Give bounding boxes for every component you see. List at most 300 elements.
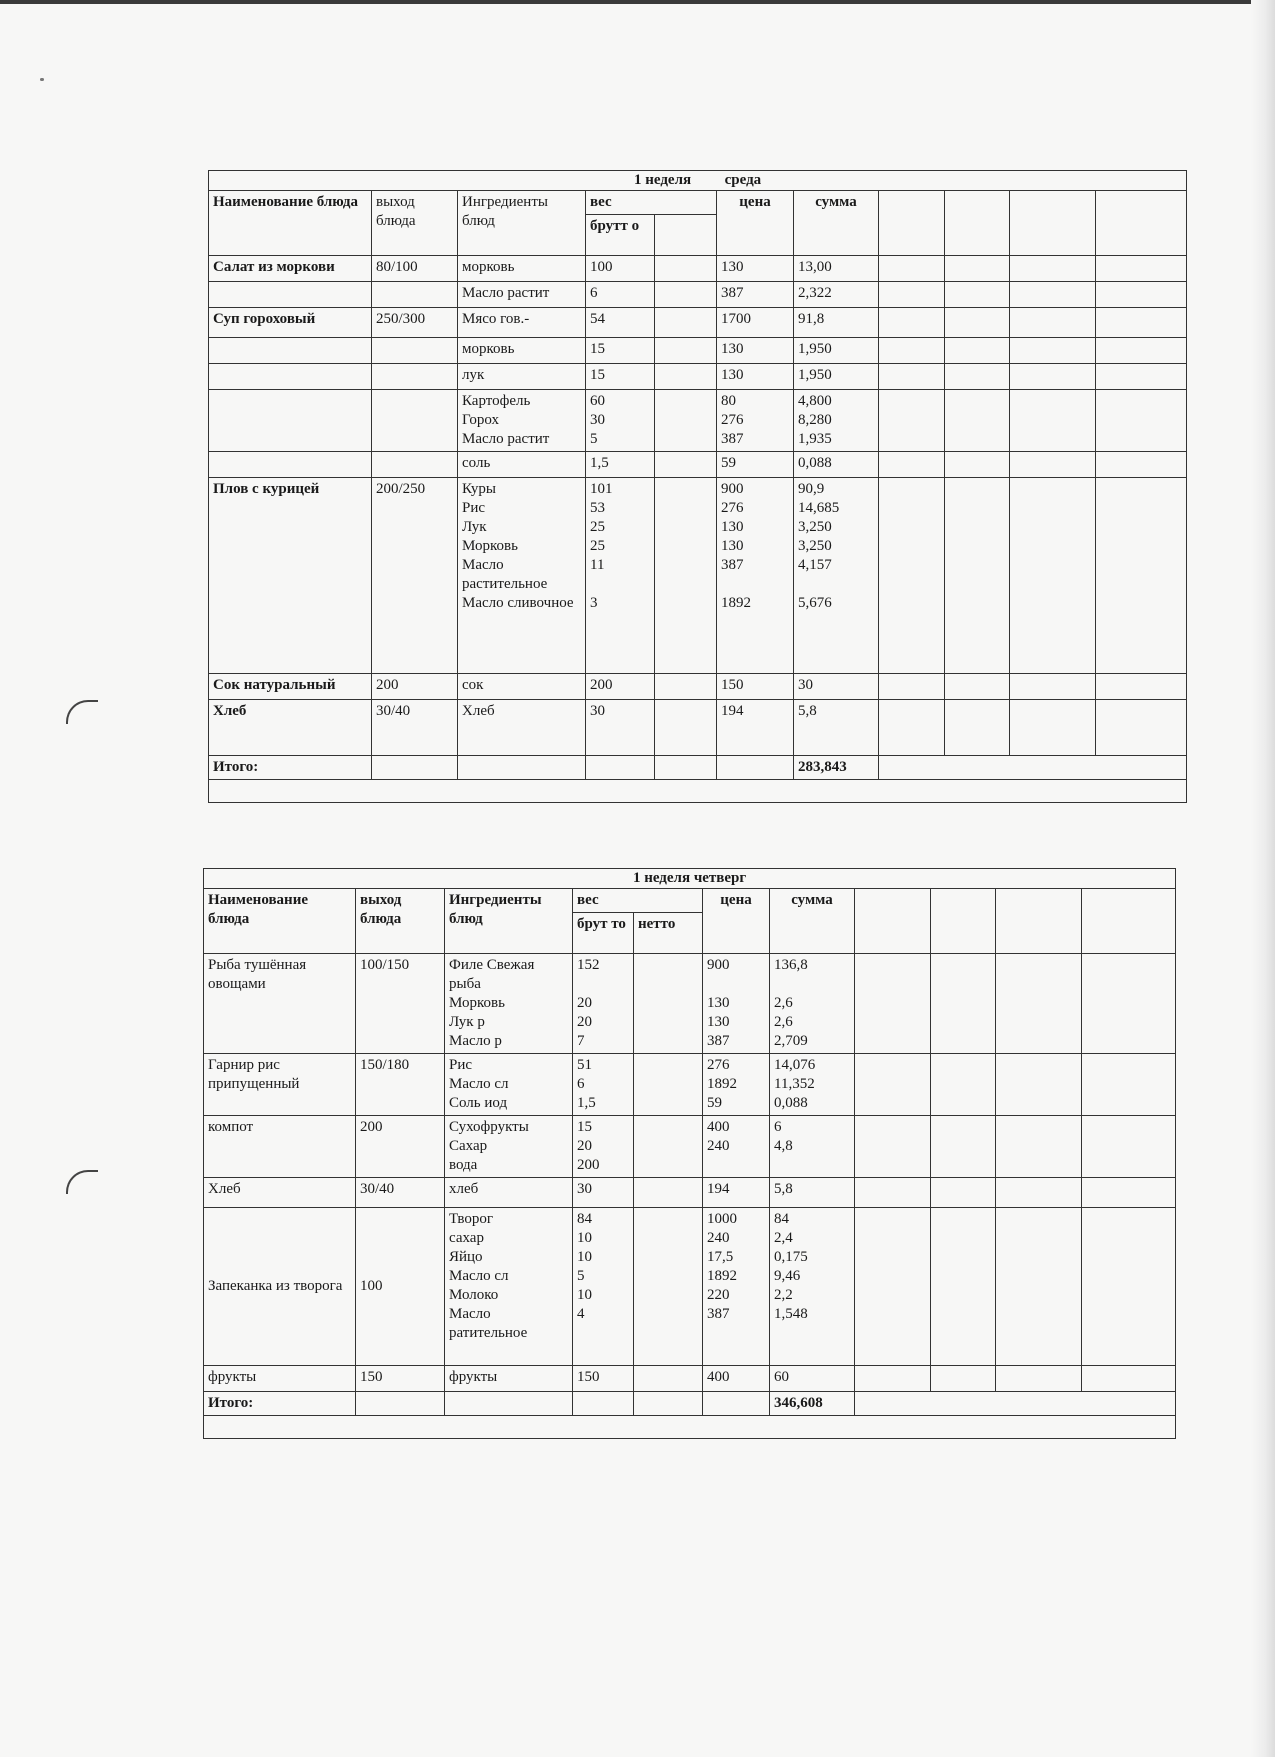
table-row — [209, 338, 1187, 364]
gross-weight-line: 6 — [590, 285, 598, 301]
gross-weight — [573, 1116, 634, 1178]
price-line: 130 — [721, 367, 744, 383]
price-line: 240 — [707, 1230, 730, 1246]
sum — [794, 256, 879, 282]
empty-cell — [879, 282, 945, 308]
dish-yield: 200 — [356, 1116, 445, 1178]
empty-cell — [1082, 1208, 1176, 1366]
ingredient-line: морковь — [462, 341, 515, 357]
price-line: 1000 — [707, 1211, 737, 1227]
empty-cell — [945, 452, 1010, 478]
empty-cell — [1096, 390, 1187, 452]
empty-cell — [1082, 1116, 1176, 1178]
gross-weight — [586, 390, 655, 452]
price-line: 387 — [707, 1033, 730, 1049]
empty-cell — [372, 756, 458, 780]
sum-line: 30 — [798, 677, 813, 693]
price-line: 240 — [707, 1138, 730, 1154]
ingredient-line: Соль иод — [449, 1095, 508, 1111]
empty-row — [209, 780, 1187, 803]
gross-weight-line: 152 — [577, 957, 600, 973]
empty-cell — [996, 954, 1082, 1054]
price-line: 400 — [707, 1119, 730, 1135]
sum-line: 136,8 — [774, 957, 808, 973]
empty-cell — [634, 1054, 703, 1116]
sum-line: 2,6 — [774, 1014, 793, 1030]
sum-line: 91,8 — [798, 311, 825, 327]
ingredient-line: фрукты — [449, 1369, 498, 1385]
sum-line: 14,076 — [774, 1057, 816, 1073]
empty-cell — [879, 256, 945, 282]
sum-line: 2,709 — [774, 1033, 808, 1049]
gross-weight-line: 54 — [590, 311, 605, 327]
price — [703, 1116, 770, 1178]
title-day: среда — [724, 172, 762, 188]
ingredient-line: лук — [462, 367, 485, 383]
empty-cell — [703, 1392, 770, 1416]
empty-cell — [1082, 1054, 1176, 1116]
empty-cell — [879, 191, 945, 256]
gross-weight — [586, 338, 655, 364]
price — [717, 364, 794, 390]
price-line — [721, 575, 789, 594]
empty-cell — [855, 1392, 1176, 1416]
empty-cell — [655, 756, 717, 780]
gross-weight — [573, 1366, 634, 1392]
price — [703, 954, 770, 1054]
dish-name: Гарнир рис припущенный — [204, 1054, 356, 1116]
ingredient-line: морковь — [462, 259, 515, 275]
sum-line: 4,800 — [798, 393, 832, 409]
empty-cell — [945, 364, 1010, 390]
price — [703, 1054, 770, 1116]
header-ingredients: Ингредиенты блюд — [445, 889, 573, 954]
price-line: 1892 — [707, 1076, 737, 1092]
price — [717, 700, 794, 756]
gross-weight-line: 200 — [590, 677, 613, 693]
empty-cell — [1010, 282, 1096, 308]
ingredient-line: Куры — [462, 481, 496, 497]
ingredient-line: Лук р — [449, 1014, 485, 1030]
sum-line: 0,088 — [774, 1095, 808, 1111]
dish-name: Плов с курицей — [209, 478, 372, 674]
gross-weight-line: 51 — [577, 1057, 592, 1073]
price — [717, 338, 794, 364]
empty-cell — [655, 700, 717, 756]
ingredient-line: сок — [462, 677, 484, 693]
price-line: 387 — [721, 557, 744, 573]
dish-name: фрукты — [204, 1366, 356, 1392]
gross-weight — [573, 954, 634, 1054]
sum-line: 3,250 — [798, 519, 832, 535]
dish-name: Рыба тушённая овощами — [204, 954, 356, 1054]
empty-cell — [1010, 338, 1096, 364]
sum — [770, 1208, 855, 1366]
ingredient-line: Рис — [449, 1057, 473, 1073]
price-line: 400 — [707, 1369, 730, 1385]
header-net — [655, 215, 717, 256]
dish-name — [209, 338, 372, 364]
ingredient-line: Картофель — [462, 393, 531, 409]
sum — [794, 478, 879, 674]
empty-cell — [945, 390, 1010, 452]
price-line: 130 — [707, 995, 730, 1011]
gross-weight-line: 1,5 — [577, 1095, 596, 1111]
empty-cell — [1096, 256, 1187, 282]
scan-speck — [40, 78, 44, 81]
empty-cell — [996, 1178, 1082, 1208]
ingredient-line: Молоко — [449, 1287, 499, 1303]
ingredient — [458, 282, 586, 308]
header-yield: выход блюда — [372, 191, 458, 256]
gross-weight-line: 10 — [577, 1249, 592, 1265]
sum-line: 9,46 — [774, 1268, 801, 1284]
sum-line: 60 — [774, 1369, 789, 1385]
price-line: 387 — [721, 285, 744, 301]
empty-cell — [1096, 674, 1187, 700]
empty-cell — [634, 1366, 703, 1392]
empty-cell — [855, 889, 931, 954]
dish-yield — [372, 282, 458, 308]
empty-cell — [1082, 1366, 1176, 1392]
sum — [770, 1366, 855, 1392]
ingredient — [445, 1208, 573, 1366]
price — [703, 1178, 770, 1208]
sum-line: 6 — [774, 1119, 782, 1135]
sum-line: 11,352 — [774, 1076, 815, 1092]
empty-cell — [931, 1116, 996, 1178]
empty-cell — [1082, 1178, 1176, 1208]
empty-cell — [1096, 191, 1187, 256]
empty-cell — [1082, 889, 1176, 954]
price — [717, 478, 794, 674]
ingredient-line: вода — [449, 1157, 478, 1173]
ingredient — [458, 338, 586, 364]
price-line: 130 — [707, 1014, 730, 1030]
sum-line: 0,175 — [774, 1249, 808, 1265]
dish-yield: 100 — [356, 1208, 445, 1366]
sum-line: 90,9 — [798, 481, 825, 497]
gross-weight-line: 6 — [577, 1076, 585, 1092]
empty-cell — [655, 364, 717, 390]
price-line: 900 — [707, 957, 730, 973]
empty-cell — [879, 390, 945, 452]
empty-cell — [1096, 282, 1187, 308]
gross-weight-line: 11 — [590, 557, 605, 573]
dish-name: Суп гороховый — [209, 308, 372, 338]
table-row — [209, 308, 1187, 338]
empty-cell — [655, 282, 717, 308]
gross-weight-line: 3 — [590, 595, 598, 611]
menu-table-thursday — [203, 868, 1176, 1439]
ingredient — [445, 1366, 573, 1392]
gross-weight — [586, 478, 655, 674]
empty-cell — [445, 1392, 573, 1416]
dish-yield: 150/180 — [356, 1054, 445, 1116]
sum-line: 1,950 — [798, 341, 832, 357]
table-row — [204, 1366, 1176, 1392]
sum-line: 13,00 — [798, 259, 832, 275]
price-line: 900 — [721, 481, 744, 497]
empty-cell — [1010, 256, 1096, 282]
empty-cell — [945, 191, 1010, 256]
ingredient — [458, 256, 586, 282]
dish-yield: 200 — [372, 674, 458, 700]
punch-hole-mark — [66, 700, 98, 724]
gross-weight-line: 20 — [577, 1014, 592, 1030]
price — [717, 308, 794, 338]
empty-cell — [931, 1178, 996, 1208]
empty-cell — [931, 1366, 996, 1392]
sum-line: 5,676 — [798, 595, 832, 611]
empty-cell — [634, 954, 703, 1054]
sum — [794, 308, 879, 338]
punch-hole-mark — [66, 1170, 98, 1194]
total-value: 346,608 — [770, 1392, 855, 1416]
sum-line: 1,950 — [798, 367, 832, 383]
table-row — [204, 1054, 1176, 1116]
empty-cell — [1010, 700, 1096, 756]
price — [717, 256, 794, 282]
sum-line: 5,8 — [798, 703, 817, 719]
gross-weight — [573, 1178, 634, 1208]
empty-cell — [931, 1054, 996, 1116]
sum — [770, 1178, 855, 1208]
price-line: 1700 — [721, 311, 751, 327]
dish-yield — [372, 338, 458, 364]
table-row — [209, 390, 1187, 452]
empty-cell — [879, 338, 945, 364]
table-row — [209, 282, 1187, 308]
gross-weight-line: 30 — [577, 1181, 592, 1197]
empty-cell — [1010, 308, 1096, 338]
dish-name — [209, 390, 372, 452]
gross-weight-line: 20 — [577, 995, 592, 1011]
price-line: 130 — [721, 519, 744, 535]
ingredient-line: Масло р — [449, 1033, 502, 1049]
sum — [770, 954, 855, 1054]
gross-weight — [586, 674, 655, 700]
price-line: 130 — [721, 341, 744, 357]
empty-cell — [634, 1178, 703, 1208]
gross-weight-line: 1,5 — [590, 455, 609, 471]
gross-weight-line: 15 — [590, 341, 605, 357]
empty-cell — [879, 452, 945, 478]
gross-weight-line: 30 — [590, 703, 605, 719]
sum-line — [798, 575, 874, 594]
table-row — [209, 674, 1187, 700]
title-week: 1 неделя — [633, 172, 692, 188]
dish-yield: 30/40 — [356, 1178, 445, 1208]
gross-weight-line — [590, 575, 650, 594]
dish-yield — [372, 452, 458, 478]
gross-weight-line: 7 — [577, 1033, 585, 1049]
ingredient-line: Творог — [449, 1211, 494, 1227]
dish-name: Сок натуральный — [209, 674, 372, 700]
gross-weight — [573, 1054, 634, 1116]
price-line: 276 — [707, 1057, 730, 1073]
ingredient-line: Сухофрукты — [449, 1119, 529, 1135]
sum-line: 2,322 — [798, 285, 832, 301]
empty-cell — [996, 889, 1082, 954]
price — [717, 390, 794, 452]
sum — [794, 700, 879, 756]
table-row — [204, 1116, 1176, 1178]
dish-name: Салат из моркови — [209, 256, 372, 282]
empty-cell — [634, 1116, 703, 1178]
dish-name: Запеканка из творога — [204, 1208, 356, 1366]
sum-line: 14,685 — [798, 500, 840, 516]
dish-yield: 250/300 — [372, 308, 458, 338]
dish-yield: 200/250 — [372, 478, 458, 674]
table-row — [209, 364, 1187, 390]
dish-yield: 80/100 — [372, 256, 458, 282]
empty-cell — [1010, 478, 1096, 674]
price-line: 220 — [707, 1287, 730, 1303]
ingredient-line: соль — [462, 455, 491, 471]
sum-line: 3,250 — [798, 538, 832, 554]
sum-line — [774, 975, 850, 994]
gross-weight — [586, 452, 655, 478]
ingredient-line: Лук — [462, 519, 487, 535]
empty-cell — [655, 256, 717, 282]
dish-yield — [372, 364, 458, 390]
empty-cell — [855, 1178, 931, 1208]
gross-weight-line: 25 — [590, 519, 605, 535]
empty-cell — [945, 700, 1010, 756]
price-line: 194 — [707, 1181, 730, 1197]
price-line: 276 — [721, 500, 744, 516]
empty-cell — [1096, 308, 1187, 338]
sum-line: 8,280 — [798, 412, 832, 428]
header-weight: вес — [586, 191, 717, 215]
dish-yield: 150 — [356, 1366, 445, 1392]
sum-line: 0,088 — [798, 455, 832, 471]
total-value: 283,843 — [794, 756, 879, 780]
empty-cell — [879, 700, 945, 756]
ingredient-line: Масло сливочное — [462, 595, 574, 611]
gross-weight-line: 150 — [577, 1369, 600, 1385]
ingredient — [458, 674, 586, 700]
price — [717, 674, 794, 700]
empty-cell — [458, 756, 586, 780]
dish-name: Хлеб — [204, 1178, 356, 1208]
empty-cell — [356, 1392, 445, 1416]
table-row — [209, 256, 1187, 282]
gross-weight-line: 84 — [577, 1211, 592, 1227]
gross-weight-line: 25 — [590, 538, 605, 554]
gross-weight-line: 60 — [590, 393, 605, 409]
dish-yield — [372, 390, 458, 452]
gross-weight-line: 200 — [577, 1157, 600, 1173]
gross-weight-line: 53 — [590, 500, 605, 516]
table-row — [209, 700, 1187, 756]
header-price: цена — [703, 889, 770, 954]
price-line: 130 — [721, 538, 744, 554]
header-ingredients: Ингредиенты блюд — [458, 191, 586, 256]
scan-edge-right — [1251, 0, 1275, 1757]
price-line — [707, 975, 765, 994]
gross-weight-line: 100 — [590, 259, 613, 275]
table-row — [204, 1178, 1176, 1208]
sum — [794, 282, 879, 308]
sum — [770, 1116, 855, 1178]
ingredient — [445, 1054, 573, 1116]
table-row — [204, 954, 1176, 1054]
empty-cell — [1096, 338, 1187, 364]
ingredient-line: Горох — [462, 412, 499, 428]
ingredient-line: Морковь — [462, 538, 518, 554]
empty-cell — [1096, 452, 1187, 478]
empty-cell — [996, 1054, 1082, 1116]
menu-table-wednesday — [208, 170, 1187, 803]
dish-yield: 30/40 — [372, 700, 458, 756]
empty-cell — [855, 1208, 931, 1366]
empty-cell — [879, 364, 945, 390]
empty-cell — [586, 756, 655, 780]
gross-weight — [586, 308, 655, 338]
ingredient — [458, 700, 586, 756]
price-line: 80 — [721, 393, 736, 409]
ingredient — [458, 478, 586, 674]
ingredient-line: Морковь — [449, 995, 505, 1011]
sum — [770, 1054, 855, 1116]
price-line: 276 — [721, 412, 744, 428]
ingredient-line: Яйцо — [449, 1249, 483, 1265]
empty-cell — [855, 1054, 931, 1116]
header-gross: брутт о — [586, 215, 655, 256]
price-line: 150 — [721, 677, 744, 693]
gross-weight-line: 5 — [577, 1268, 585, 1284]
empty-cell — [996, 1116, 1082, 1178]
empty-cell — [655, 390, 717, 452]
ingredient-line: Мясо гов.- — [462, 311, 530, 327]
gross-weight-line: 20 — [577, 1138, 592, 1154]
empty-cell — [1010, 674, 1096, 700]
empty-cell — [634, 1392, 703, 1416]
empty-cell — [931, 1208, 996, 1366]
price-line: 1892 — [721, 595, 751, 611]
empty-cell — [945, 308, 1010, 338]
price — [717, 452, 794, 478]
gross-weight — [586, 282, 655, 308]
empty-cell — [879, 756, 1187, 780]
gross-weight-line: 4 — [577, 1306, 585, 1322]
gross-weight-line: 15 — [590, 367, 605, 383]
sum-line: 4,157 — [798, 557, 832, 573]
price — [703, 1366, 770, 1392]
dish-name: Хлеб — [209, 700, 372, 756]
ingredient — [445, 954, 573, 1054]
empty-cell — [996, 1208, 1082, 1366]
dish-yield: 100/150 — [356, 954, 445, 1054]
empty-cell — [855, 1366, 931, 1392]
gross-weight-line: 15 — [577, 1119, 592, 1135]
sum-line: 2,6 — [774, 995, 793, 1011]
empty-cell — [945, 256, 1010, 282]
sum — [794, 390, 879, 452]
empty-cell — [573, 1392, 634, 1416]
gross-weight — [586, 364, 655, 390]
empty-cell — [655, 674, 717, 700]
total-label: Итого: — [204, 1392, 356, 1416]
empty-cell — [1010, 390, 1096, 452]
ingredient-line: Масло сл — [449, 1076, 509, 1092]
dish-name: компот — [204, 1116, 356, 1178]
ingredient-line: Масло ратительное — [449, 1306, 528, 1341]
header-gross: брут то — [573, 913, 634, 954]
dish-name — [209, 282, 372, 308]
